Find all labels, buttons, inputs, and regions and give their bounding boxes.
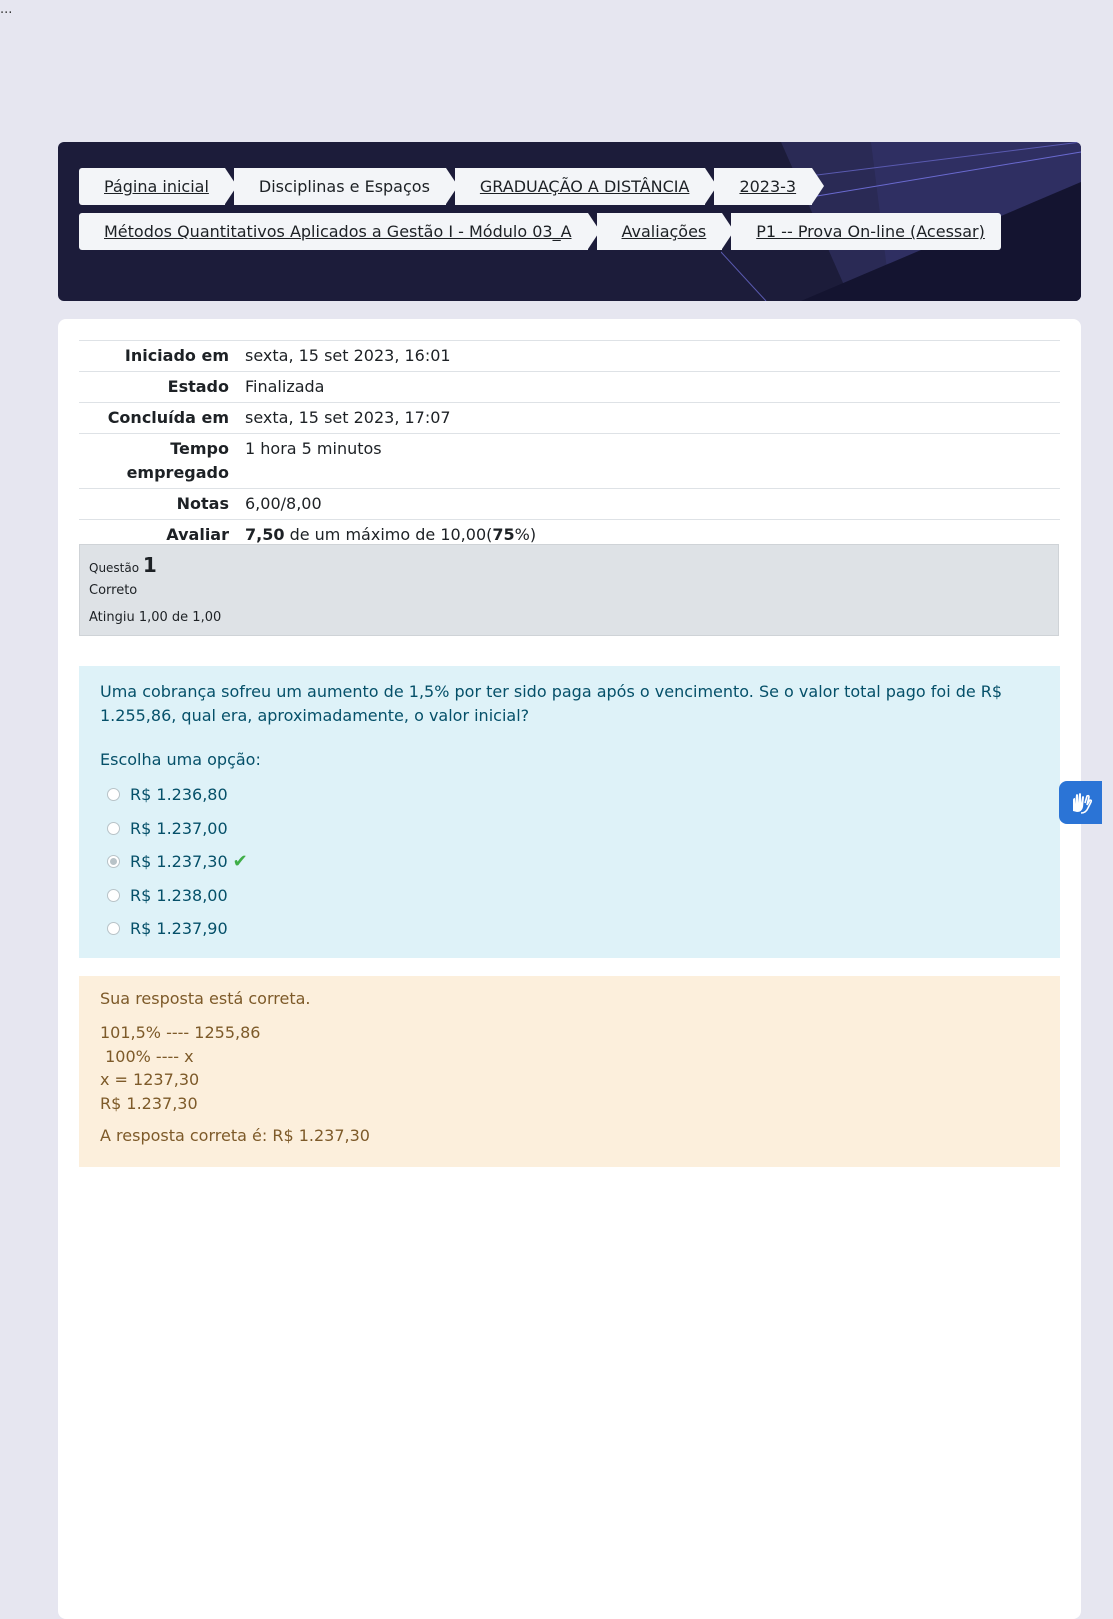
breadcrumb-link[interactable]: Avaliações (621, 222, 707, 241)
answer-feedback (79, 976, 1060, 1167)
feedback-line: 101,5% ---- 1255,86 (100, 1023, 261, 1042)
summary-row-state (79, 372, 1060, 403)
answer-option-selected[interactable] (100, 845, 248, 879)
question-number (89, 553, 157, 577)
feedback-general: Sua resposta está correta. (100, 989, 311, 1008)
top-ellipsis: ... (0, 2, 13, 17)
breadcrumb-link[interactable]: GRADUAÇÃO A DISTÂNCIA (479, 177, 690, 196)
sign-language-hands-icon[interactable] (1059, 781, 1102, 824)
answer-option[interactable] (100, 879, 248, 913)
summary-label (79, 434, 245, 489)
question-num: 1 (142, 553, 157, 577)
question-state: Correto (89, 583, 138, 598)
breadcrumb (79, 168, 1039, 258)
breadcrumb-disciplines (234, 168, 446, 205)
summary-value: sexta, 15 set 2023, 17:07 (245, 408, 451, 427)
feedback-line: R$ 1.237,30 (100, 1093, 198, 1113)
summary-label: Iniciado em (124, 346, 229, 365)
feedback-right-answer: A resposta correta é: R$ 1.237,30 (100, 1126, 370, 1145)
breadcrumb-link[interactable]: P1 -- Prova On-line (Acessar) (756, 222, 985, 241)
summary-row-time (79, 434, 1060, 489)
summary-value: Finalizada (245, 377, 325, 396)
summary-row-started (79, 341, 1060, 372)
breadcrumb-term[interactable] (714, 168, 812, 205)
answer-label: R$ 1.237,00 (130, 818, 228, 838)
summary-value: 6,00/8,00 (245, 494, 322, 513)
question-formulation (79, 666, 1060, 958)
page-header (58, 142, 1081, 301)
breadcrumb-assessments[interactable] (597, 213, 723, 250)
answer-option[interactable] (100, 778, 248, 812)
answer-label: R$ 1.237,30 (130, 852, 228, 872)
feedback-line: x = 1237,30 (100, 1070, 200, 1089)
summary-label: Avaliar (166, 525, 229, 544)
question-info (79, 544, 1059, 636)
main-card (58, 319, 1081, 1619)
summary-value: 1 hora 5 minutos (245, 439, 382, 458)
radio-button[interactable] (107, 889, 120, 902)
radio-button-checked[interactable] (107, 855, 120, 868)
breadcrumb-link[interactable]: Métodos Quantitativos Aplicados a Gestão I - Módulo 03_A (104, 222, 572, 241)
check-icon: ✔ (232, 851, 248, 873)
summary-value: sexta, 15 set 2023, 16:01 (245, 346, 451, 365)
answer-option[interactable] (100, 912, 248, 946)
answer-prompt: Escolha uma opção: (100, 750, 261, 769)
breadcrumb-graduation[interactable] (455, 168, 706, 205)
feedback-work (100, 1021, 260, 1115)
hands-icon (1068, 791, 1094, 815)
grade-value: 7,50 (245, 525, 285, 544)
summary-label: Estado (167, 377, 229, 396)
answer-options (100, 778, 248, 946)
answer-label: R$ 1.238,00 (130, 885, 228, 905)
attempt-summary (79, 340, 1060, 550)
radio-button[interactable] (107, 822, 120, 835)
question-text: Uma cobrança sofreu um aumento de 1,5% por ter sido paga após o vencimento. Se o valor total pago foi de R$ 1.255,86, qual era, aproximadamente, o valor inicial? (100, 682, 1003, 725)
summary-row-completed (79, 403, 1060, 434)
radio-button[interactable] (107, 788, 120, 801)
summary-label-part: Tempo (170, 439, 229, 458)
breadcrumb-course[interactable] (79, 213, 588, 250)
breadcrumb-text: Disciplinas e Espaços (258, 177, 430, 196)
summary-row-marks (79, 489, 1060, 520)
grade-end: %) (514, 525, 537, 544)
answer-label: R$ 1.237,90 (130, 919, 228, 939)
radio-button[interactable] (107, 922, 120, 935)
summary-label-part: empregado (126, 463, 229, 482)
grade-percent: 75 (492, 525, 515, 544)
answer-label: R$ 1.236,80 (130, 785, 228, 805)
question-grade: Atingiu 1,00 de 1,00 (89, 610, 222, 625)
breadcrumb-link[interactable]: 2023-3 (739, 177, 797, 196)
feedback-line: 100% ---- x (100, 1046, 194, 1066)
grade-suffix: de um máximo de 10,00( (284, 525, 493, 544)
question-label: Questão (89, 561, 140, 575)
breadcrumb-home[interactable] (79, 168, 225, 205)
breadcrumb-quiz[interactable] (731, 213, 1001, 250)
summary-label: Notas (176, 494, 229, 513)
summary-label: Concluída em (107, 408, 229, 427)
answer-option[interactable] (100, 812, 248, 846)
breadcrumb-link[interactable]: Página inicial (104, 177, 209, 196)
